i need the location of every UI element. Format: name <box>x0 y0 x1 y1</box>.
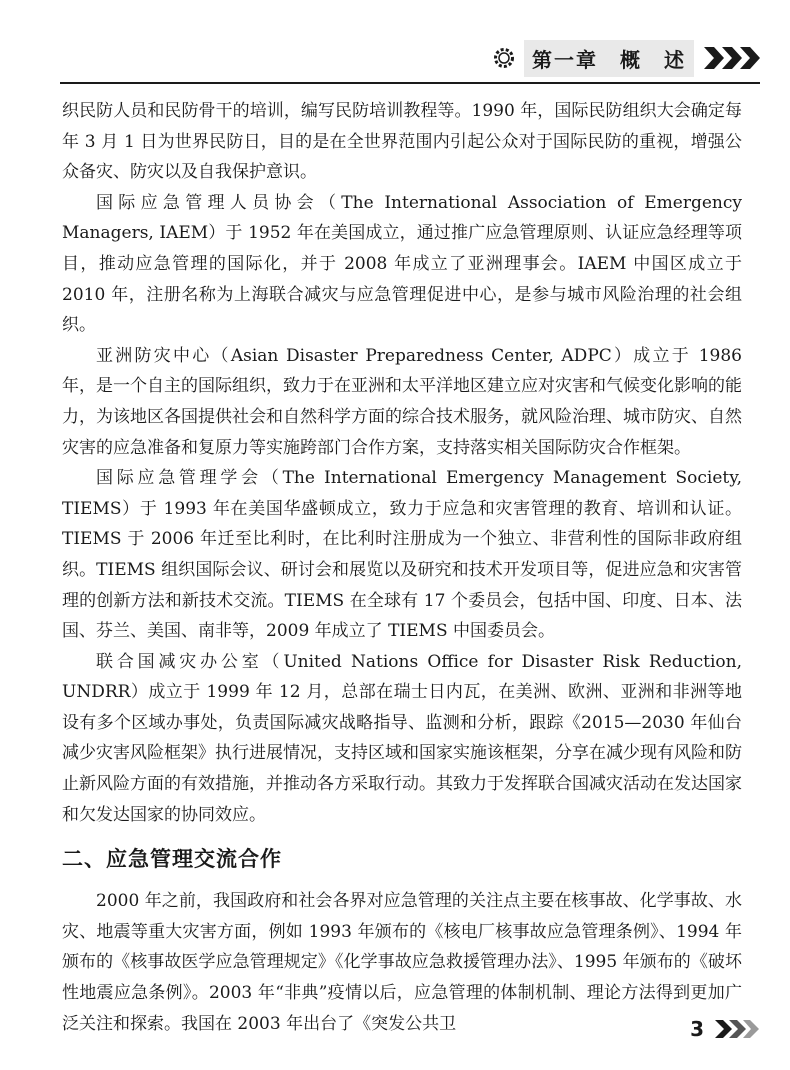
chevron-right-icon <box>714 1018 760 1040</box>
paragraph-adpc: 亚洲防灾中心（Asian Disaster Preparedness Center, ADPC）成立于 1986 年，是一个自主的国际组织，致力于在亚洲和太平洋地区建立应对灾害和气候变化影响的能力，为该地区各国提供社会和自然科学方面的综合技术服务，就风险治理、城市防灾、自然灾害的应急准备和复原力等实施跨部门合作方案，支持落实相关国际防灾合作框架。 <box>62 345 742 458</box>
chapter-title: 第一章 概 述 <box>524 40 694 77</box>
paragraph-exchange: 2000 年之前，我国政府和社会各界对应急管理的关注点主要在核事故、化学事故、水灾、地震等重大灾害方面，例如 1993 年颁布的《核电厂核事故应急管理条例》、1994 年颁布的《核事故医学应急管理规定》《化学事故应急救援管理办法》、1995 年颁布的《破坏性地震应急条例》。2003 年“非典”疫情以后，应急管理的体制机制、理论方法得到更加广泛关注和探索。我国在 2003 年出台了《突发公共卫 <box>62 891 742 1034</box>
running-header <box>0 34 790 84</box>
chevron-right-icon <box>702 45 760 71</box>
paragraph-undrr: 联合国减灾办公室（United Nations Office for Disaster Risk Reduction, UNDRR）成立于 1999 年 12 月，总部在瑞士日内瓦，在美洲、欧洲、亚洲和非洲等地设有多个区域办事处，负责国际减灾战略指导、监测和分析，跟踪《2015—2030 年仙台减少灾害风险框架》执行进展情况，支持区域和国家实施该框架，分享在减少现有风险和防止新风险方面的有效措施，并推动各方采取行动。其致力于发挥联合国减灾活动在发达国家和欠发达国家的协同效应。 <box>62 651 742 825</box>
header-rule <box>60 82 760 84</box>
body-text <box>62 96 742 1039</box>
paragraph-tiems: 国际应急管理学会（The International Emergency Management Society, TIEMS）于 1993 年在美国华盛顿成立，致力于应急和灾害管理的教育、培训和认证。TIEMS 于 2006 年迁至比利时，在比利时注册成为一个独立、非营利性的国际非政府组织。TIEMS 组织国际会议、研讨会和展览以及研究和技术开发项目等，促进应急和灾害管理的创新方法和新技术交流。TIEMS 在全球有 17 个委员会，包括中国、印度、日本、法国、芬兰、美国、南非等，2009 年成立了 TIEMS 中国委员会。 <box>62 468 742 642</box>
paragraph-iaem: 国际应急管理人员协会（The International Association of Emergency Managers, IAEM）于 1952 年在美国成立，通过推广应急管理原则、认证应急经理等项目，推动应急管理的国际化，并于 2008 年成立了亚洲理事会。IAEM 中国区成立于 2010 年，注册名称为上海联合减灾与应急管理促进中心，是参与城市风险治理的社会组织。 <box>62 192 742 336</box>
page-number: 3 <box>690 1017 704 1041</box>
page-footer <box>690 1014 760 1044</box>
section-heading: 二、应急管理交流合作 <box>62 847 282 872</box>
paragraph-continuation: 织民防人员和民防骨干的培训，编写民防培训教程等。1990 年，国际民防组织大会确定每年 3 月 1 日为世界民防日，目的是在全世界范围内引起公众对于国际民防的重视，增强公众备灾、防灾以及自我保护意识。 <box>62 101 742 183</box>
chapter-tab <box>492 34 760 82</box>
gear-icon <box>492 46 516 70</box>
